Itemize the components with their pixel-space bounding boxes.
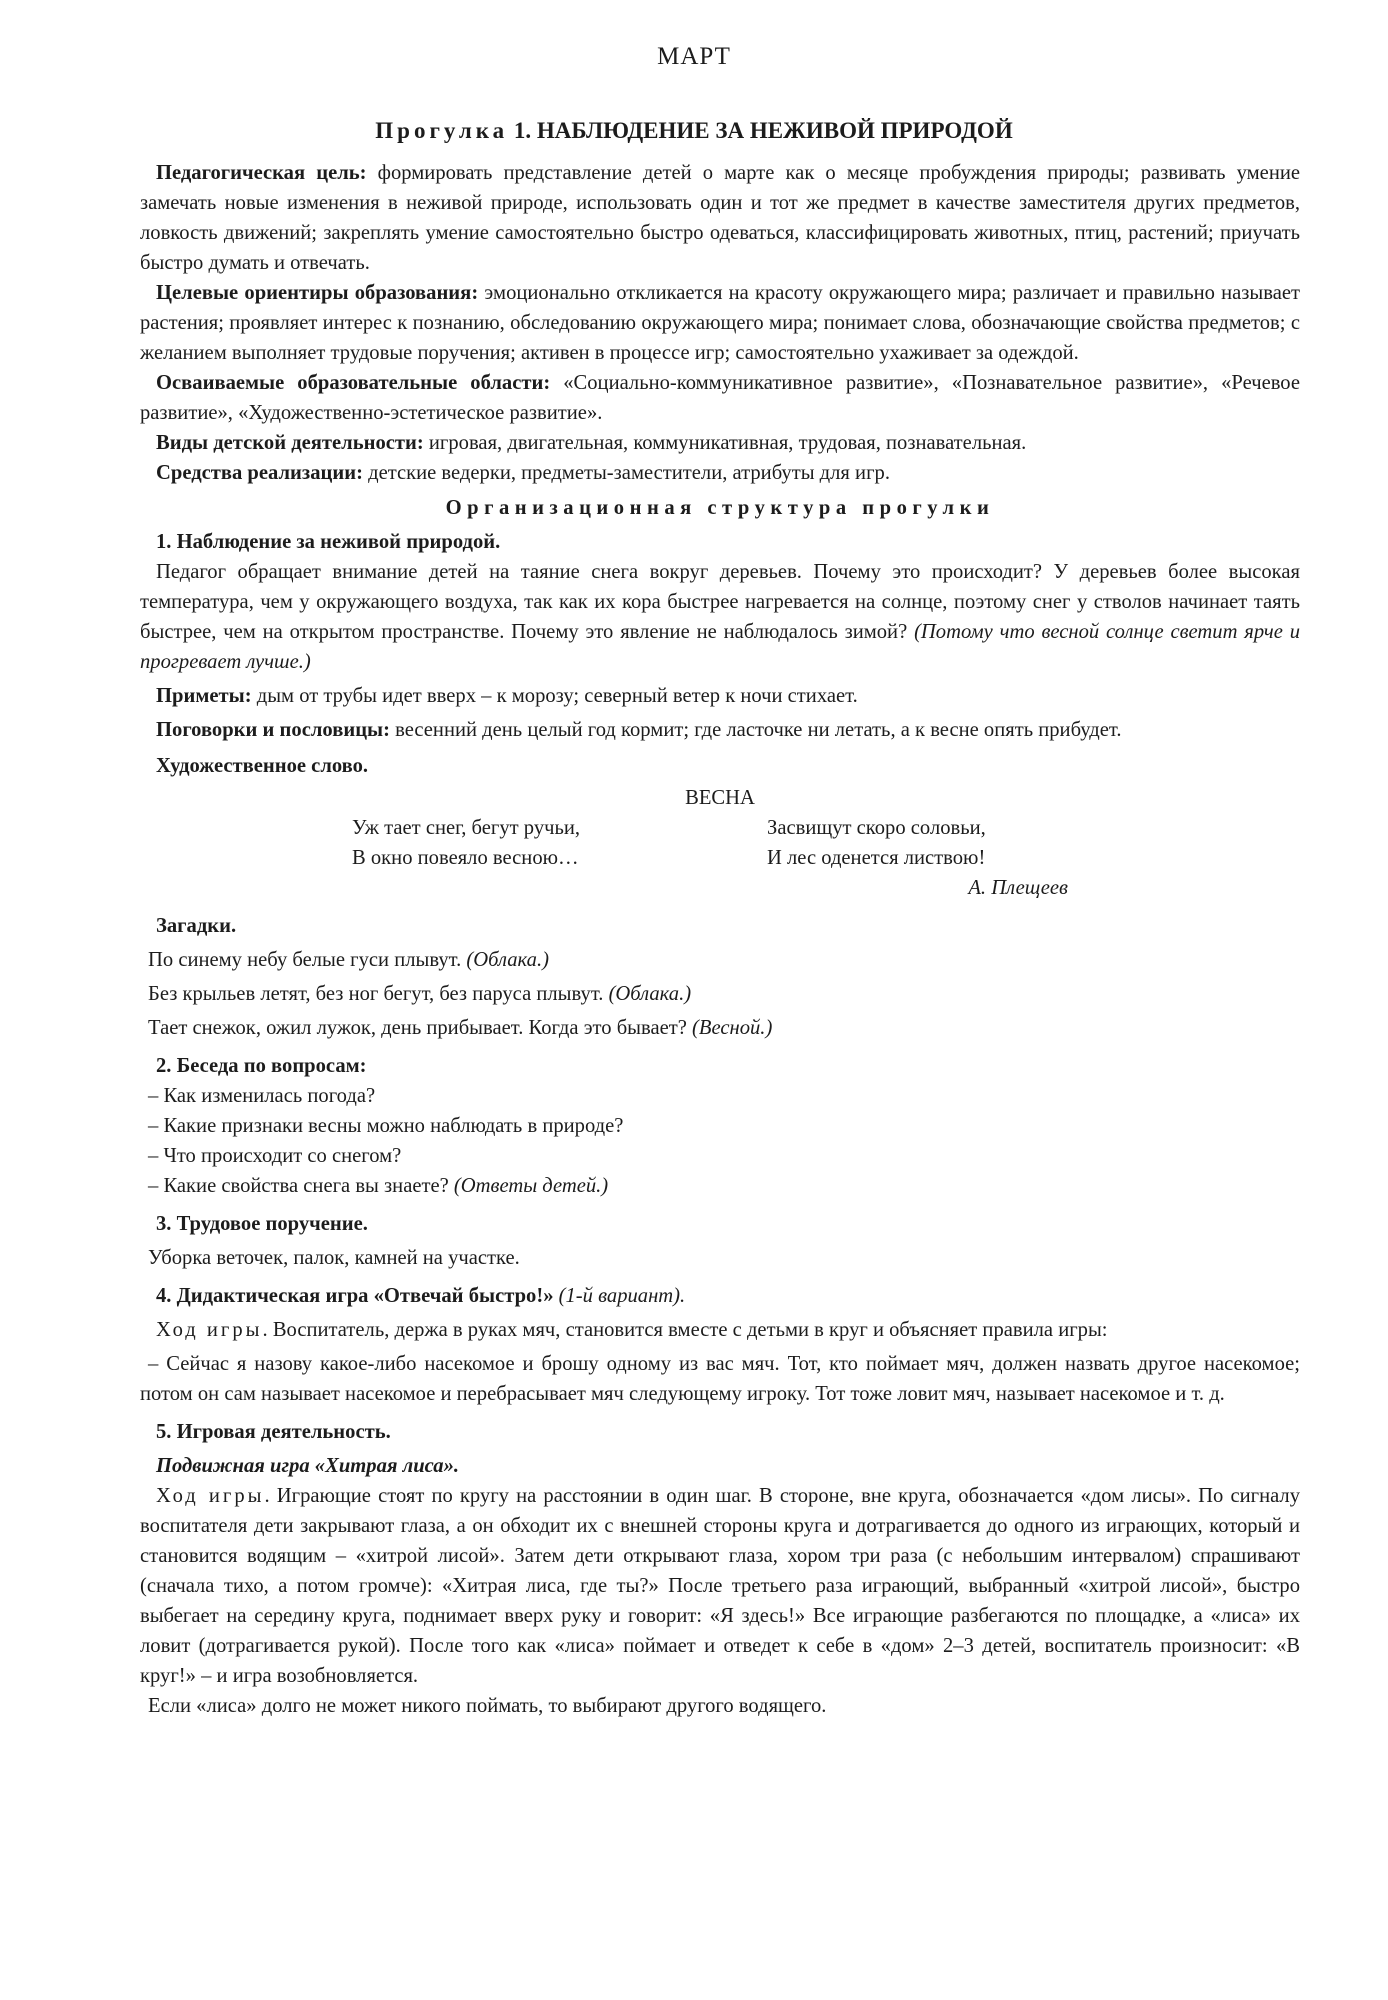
riddle-item	[140, 1013, 1300, 1043]
section-4-heading	[140, 1281, 1300, 1311]
question-item: – Какие признаки весны можно наблюдать в природе?	[148, 1115, 624, 1137]
poem-author: А. Плещеев	[968, 877, 1068, 899]
question-text: – Какие свойства снега вы знаете?	[148, 1175, 454, 1197]
poem-line: Засвищут скоро соловьи,	[767, 817, 986, 839]
riddles-heading-text: Загадки.	[156, 915, 237, 937]
sayings-text: весенний день целый год кормит; где ласточке ни летать, а к весне опять прибудет.	[390, 719, 1122, 741]
riddle-question: Тает снежок, ожил лужок, день прибывает. Когда это бывает?	[148, 1017, 693, 1039]
signs-text: дым от трубы идет вверх – к морозу; северный ветер к ночи стихает.	[251, 685, 858, 707]
riddle-item	[140, 945, 1300, 975]
riddle-question: По синему небу белые гуси плывут.	[148, 949, 467, 971]
walk-title-prefix: Прогулка	[375, 118, 509, 143]
course-label: Ход игры	[156, 1319, 263, 1341]
course-label: Ход игры	[156, 1485, 265, 1507]
areas-label: Осваиваемые образовательные области:	[156, 372, 551, 394]
targets-paragraph	[140, 278, 1300, 368]
poem-line: Уж тает снег, бегут ручьи,	[352, 817, 581, 839]
signs-paragraph	[140, 681, 1300, 711]
month-header: МАРТ	[657, 43, 731, 70]
riddle-item	[140, 979, 1300, 1009]
section-5-heading	[140, 1417, 1300, 1447]
section-5-paragraph-1	[140, 1481, 1300, 1691]
section-4-heading-text: 4. Дидактическая игра «Отвечай быстро!»	[156, 1285, 554, 1307]
poem-block	[140, 813, 1300, 911]
poem-right-column	[767, 813, 1127, 873]
section-1-text: Педагог обращает внимание детей на таяние снега вокруг деревьев. Почему это происходит? У деревьев более высокая температура, чем у окружающего воздуха, так как их кора быстрее нагревается на солнце, поэтому снег у стволов начинает таять быстрее, чем на открытом пространстве. Почему это явление не наблюдалось зимой?	[140, 561, 1300, 643]
structure-heading: Организационная структура прогулки	[445, 497, 995, 519]
question-note: (Ответы детей.)	[453, 1175, 609, 1197]
means-text: детские ведерки, предметы-заместители, атрибуты для игр.	[362, 462, 890, 484]
poem-line: И лес оденется листвою!	[767, 847, 986, 869]
poem-left-column	[352, 813, 712, 873]
sayings-label: Поговорки и пословицы:	[156, 719, 390, 741]
section-1-heading-text: 1. Наблюдение за неживой природой.	[156, 531, 501, 553]
areas-text: «Социально-коммуникативное развитие», «Познавательное развитие», «Речевое развитие», «Художественно-эстетическое развитие».	[140, 372, 1300, 424]
riddles-heading	[140, 911, 1300, 941]
section-4-paragraph-2: – Сейчас я назову какое-либо насекомое и брошу одному из вас мяч. Тот, кто поймает мяч, должен назвать другое насекомое; потом он сам называет насекомое и перебрасывает мяч следующему игроку. Тот тоже ловит мяч, называет насекомое и т. д.	[140, 1353, 1300, 1405]
riddle-answer: (Облака.)	[608, 983, 692, 1005]
section-5-text-1: . Играющие стоят по кругу на расстоянии в один шаг. В стороне, вне круга, обозначается «дом лисы». По сигналу воспитателя дети закрывают глаза, а он обходит их с внешней стороны круга и дотрагивается до одного из играющих, который и становится водящим – «хитрой лисой». Затем дети открывают глаза, хором три раза (с небольшим интервалом) спрашивают (сначала тихо, а потом громче): «Хитрая лиса, где ты?» После третьего раза играющий, выбранный «хитрой лисой», быстро выбегает на середину круга, поднимает вверх руку и говорит: «Я здесь!» Все играющие разбегаются по площадке, а «лиса» их ловит (дотрагивается рукой). После того как «лиса» поймает и отведет к себе в «дом» 2–3 детей, воспитатель произносит: «В круг!» – и игра возобновляется.	[140, 1485, 1300, 1687]
section-2-heading-text: 2. Беседа по вопросам:	[156, 1055, 367, 1077]
section-1-paragraph	[140, 557, 1300, 677]
art-word-heading	[140, 751, 1300, 781]
means-paragraph	[140, 458, 1300, 488]
question-item	[140, 1171, 1300, 1201]
targets-label: Целевые ориентиры образования:	[156, 282, 479, 304]
activities-label: Виды детской деятельности:	[156, 432, 424, 454]
section-4-paragraph-1	[140, 1315, 1300, 1345]
goal-text: формировать представление детей о марте как о месяце пробуждения природы; развивать умение замечать новые изменения в неживой природе, использовать один и тот же предмет в качестве заместителя других предметов, ловкость движений; закреплять умение самостоятельно быстро одеваться, классифицировать животных, птиц, растений; приучать быстро думать и отвечать.	[140, 162, 1300, 274]
question-item: – Что происходит со снегом?	[148, 1145, 402, 1167]
section-5-heading-text: 5. Игровая деятельность.	[156, 1421, 391, 1443]
areas-paragraph	[140, 368, 1300, 428]
poem-title: ВЕСНА	[685, 787, 755, 809]
riddle-answer: (Весной.)	[692, 1017, 773, 1039]
walk-title-text: 1. НАБЛЮДЕНИЕ ЗА НЕЖИВОЙ ПРИРОДОЙ	[508, 118, 1013, 143]
section-1-answer: (Потому что весной солнце светит ярче и прогревает лучше.)	[140, 621, 1300, 673]
section-3-heading-text: 3. Трудовое поручение.	[156, 1213, 368, 1235]
main-text	[140, 158, 1300, 1721]
question-item: – Как изменилась погода?	[148, 1085, 376, 1107]
targets-text: эмоционально откликается на красоту окружающего мира; различает и правильно называет растения; проявляет интерес к познанию, обследованию окружающего мира; понимает слова, обозначающие свойства предметов; с желанием выполняет трудовые поручения; активен в процессе игр; самостоятельно ухаживает за одеждой.	[140, 282, 1301, 364]
section-4-variant: (1-й вариант).	[553, 1285, 686, 1307]
riddle-answer: (Облака.)	[466, 949, 549, 971]
goal-paragraph	[140, 158, 1300, 278]
section-3-heading	[140, 1209, 1300, 1239]
walk-title	[0, 116, 1388, 146]
riddle-question: Без крыльев летят, без ног бегут, без паруса плывут.	[148, 983, 609, 1005]
art-word-text: Художественное слово.	[156, 755, 369, 777]
section-2-heading	[140, 1051, 1300, 1081]
section-4-text-1: . Воспитатель, держа в руках мяч, становится вместе с детьми в круг и объясняет правила игры:	[262, 1319, 1108, 1341]
section-3-text: Уборка веточек, палок, камней на участке.	[148, 1247, 520, 1269]
activities-paragraph	[140, 428, 1300, 458]
section-5-paragraph-2: Если «лиса» долго не может никого поймать, то выбирают другого водящего.	[148, 1695, 827, 1717]
section-5-subheading-text	[148, 1455, 459, 1477]
section-5-subheading-italic: Подвижная игра «Хитрая лиса».	[156, 1455, 460, 1477]
means-label: Средства реализации:	[156, 462, 363, 484]
signs-label: Приметы:	[156, 685, 252, 707]
section-1-heading	[140, 527, 1300, 557]
poem-line: В окно повеяло весною…	[352, 847, 579, 869]
sayings-paragraph	[140, 715, 1300, 745]
goal-label: Педагогическая цель:	[156, 162, 367, 184]
activities-text: игровая, двигательная, коммуникативная, трудовая, познавательная.	[423, 432, 1027, 454]
section-5-subheading	[140, 1451, 1300, 1481]
